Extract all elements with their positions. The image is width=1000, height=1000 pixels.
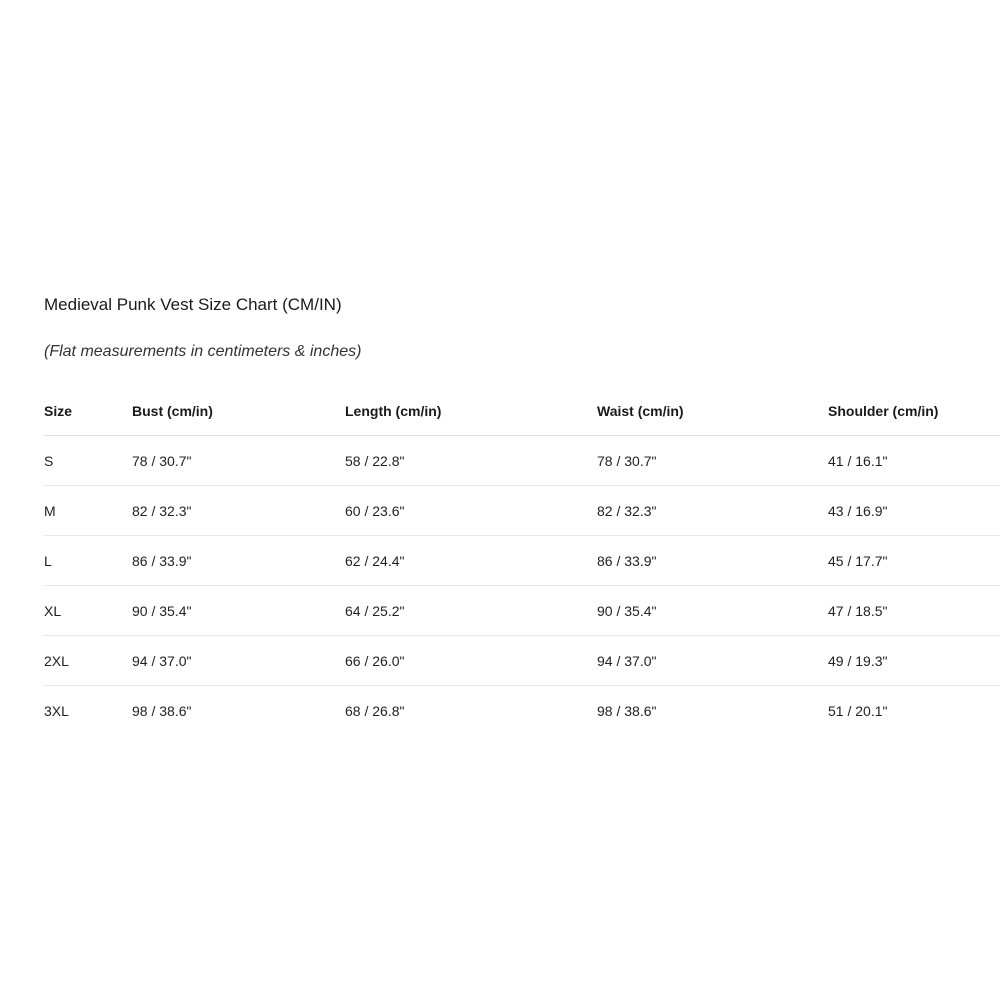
- page-title: Medieval Punk Vest Size Chart (CM/IN): [44, 295, 342, 314]
- header-length: Length (cm/in): [345, 387, 597, 436]
- cell-waist: 94 / 37.0": [597, 636, 828, 686]
- cell-size: 3XL: [44, 702, 69, 719]
- cell-size: XL: [44, 586, 132, 636]
- table-row: [44, 486, 1000, 536]
- cell-waist: 90 / 35.4": [597, 586, 828, 636]
- cell-shoulder: 51 / 20.1": [828, 702, 888, 719]
- header-shoulder: Shoulder (cm/in): [828, 387, 1000, 436]
- cell-waist: 78 / 30.7": [597, 436, 828, 486]
- cell-length: 60 / 23.6": [345, 486, 597, 536]
- cell-length: 64 / 25.2": [345, 586, 597, 636]
- page-subtitle: (Flat measurements in centimeters & inches): [44, 343, 362, 360]
- table-row: [44, 436, 1000, 486]
- header-size: Size: [44, 387, 132, 436]
- cell-shoulder: 41 / 16.1": [828, 436, 1000, 486]
- cell-shoulder: 45 / 17.7": [828, 536, 1000, 586]
- table-row: [44, 536, 1000, 586]
- cell-waist: 86 / 33.9": [597, 536, 828, 586]
- cell-size: M: [44, 486, 132, 536]
- cell-bust: 98 / 38.6": [132, 702, 192, 719]
- cell-bust: 94 / 37.0": [132, 636, 345, 686]
- size-chart-table: [44, 387, 1000, 735]
- header-bust: Bust (cm/in): [132, 387, 345, 436]
- cell-length: 58 / 22.8": [345, 436, 597, 486]
- cell-size: 2XL: [44, 636, 132, 686]
- cell-waist: 98 / 38.6": [597, 702, 657, 719]
- table-row: [44, 586, 1000, 636]
- header-waist: Waist (cm/in): [597, 387, 828, 436]
- table-row: [44, 686, 1000, 736]
- cell-shoulder: 47 / 18.5": [828, 586, 1000, 636]
- table-row: [44, 636, 1000, 686]
- cell-length: 68 / 26.8": [345, 702, 405, 719]
- cell-size: S: [44, 436, 132, 486]
- cell-shoulder: 49 / 19.3": [828, 636, 1000, 686]
- cell-length: 66 / 26.0": [345, 636, 597, 686]
- cell-bust: 78 / 30.7": [132, 436, 345, 486]
- cell-bust: 90 / 35.4": [132, 586, 345, 636]
- cell-bust: 86 / 33.9": [132, 536, 345, 586]
- cell-waist: 82 / 32.3": [597, 486, 828, 536]
- cell-size: L: [44, 536, 132, 586]
- cell-shoulder: 43 / 16.9": [828, 486, 1000, 536]
- table-header-row: [44, 387, 1000, 436]
- cell-length: 62 / 24.4": [345, 536, 597, 586]
- size-chart-table-container: [44, 387, 1000, 735]
- cell-bust: 82 / 32.3": [132, 486, 345, 536]
